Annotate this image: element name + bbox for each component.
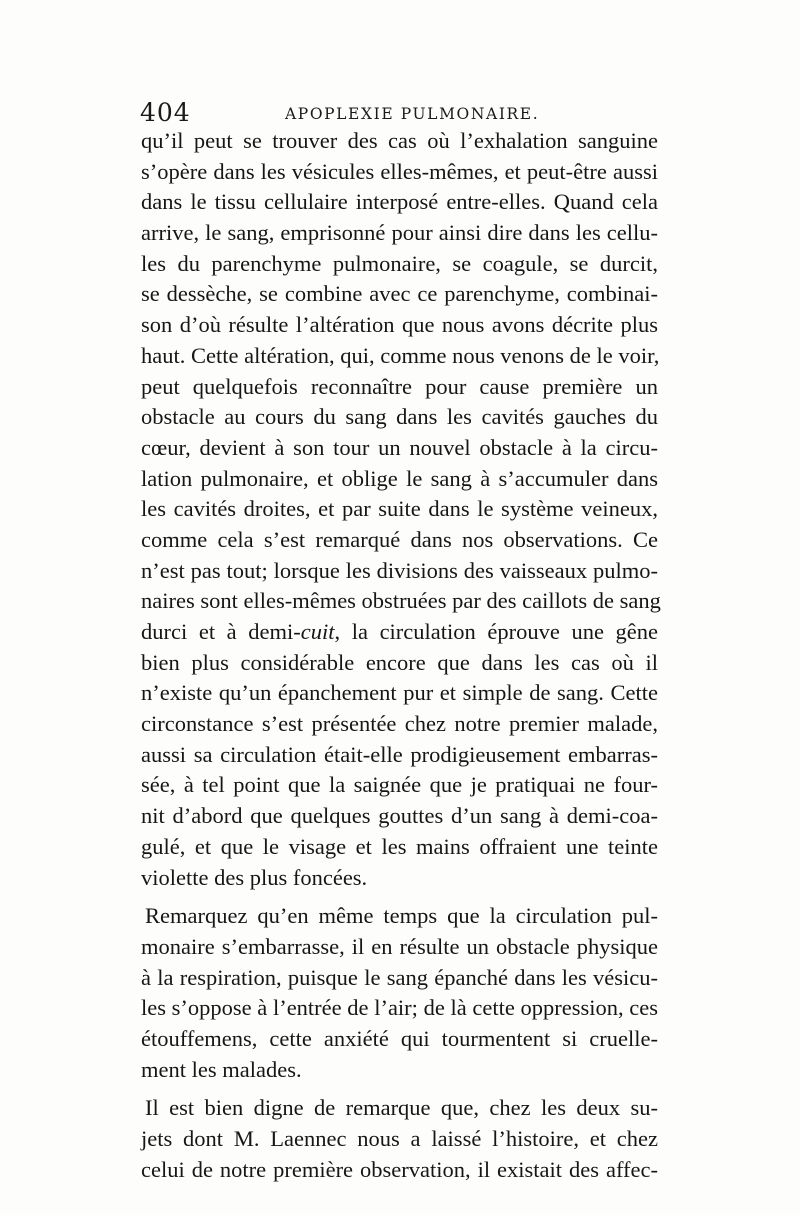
text-line: nit d’abord que quelques gouttes d’un sang à demi-coa-: [141, 803, 658, 829]
text-line: étouffemens, cette anxiété qui tourmentent si cruelle-: [141, 1025, 658, 1051]
text-line: violette des plus foncées.: [141, 864, 368, 890]
text-line: jets dont M. Laennec nous a laissé l’histoire, et chez: [141, 1126, 658, 1151]
text-line: les cavités droites, et par suite dans le système veineux,: [141, 496, 658, 522]
paragraph: [141, 901, 658, 1085]
paragraph: [141, 1093, 658, 1185]
text-line: naires sont elles-mêmes obstruées par des caillots de sang: [141, 588, 661, 614]
text-line: cœur, devient à son tour un nouvel obstacle à la circu-: [141, 434, 658, 460]
text-line: son d’où résulte l’altération que nous avons décrite plus: [141, 312, 658, 338]
text-line: celui de notre première observation, il existait des affec-: [141, 1156, 658, 1182]
text-line: n’existe qu’un épanchement pur et simple de sang. Cette: [141, 680, 658, 706]
text-line: aussi sa circulation était-elle prodigieusement embarras-: [141, 741, 658, 767]
text-line: à la respiration, puisque le sang épanché dans les vésicu-: [141, 964, 658, 990]
text-line: bien plus considérable encore que dans les cas où il: [141, 649, 658, 675]
text-line: dans le tissu cellulaire interposé entre-elles. Quand cela: [141, 189, 658, 215]
text-line: lation pulmonaire, et oblige le sang à s’accumuler dans: [141, 465, 658, 491]
italic-word: cuit: [300, 619, 335, 644]
text-line: se dessèche, se combine avec ce parenchyme, combinai-: [141, 281, 658, 307]
text-line: s’opère dans les vésicules elles-mêmes, et peut-être aussi: [141, 158, 658, 184]
text-line: n’est pas tout; lorsque les divisions des vaisseaux pulmo-: [141, 557, 658, 583]
page-number: 404: [140, 98, 191, 127]
text-line: durci et à demi-cuit, la circulation éprouve une gêne: [141, 619, 659, 644]
text-line: les s’oppose à l’entrée de l’air; de là cette oppression, ces: [141, 995, 658, 1021]
text-line: arrive, le sang, emprisonné pour ainsi dire dans les cellu-: [141, 220, 658, 246]
text-line: les du parenchyme pulmonaire, se coagule, se durcit,: [141, 250, 658, 276]
text-line: Il est bien digne de remarque que, chez les deux su-: [145, 1095, 658, 1121]
running-title: APOPLEXIE PULMONAIRE.: [285, 105, 540, 123]
text-line: peut quelquefois reconnaître pour cause première un: [141, 373, 658, 399]
text-line: comme cela s’est remarqué dans nos observations. Ce: [141, 526, 658, 552]
text-line: Remarquez qu’en même temps que la circulation pul-: [145, 903, 658, 929]
text-line: obstacle au cours du sang dans les cavités gauches du: [141, 404, 658, 430]
paragraph: [141, 126, 661, 893]
text-line: sée, à tel point que la saignée que je pratiquai ne four-: [141, 772, 658, 798]
text-line: gulé, et que le visage et les mains offraient une teinte: [141, 833, 658, 859]
text-line: monaire s’embarrasse, il en résulte un obstacle physique: [141, 933, 658, 959]
text-line: circonstance s’est présentée chez notre premier malade,: [141, 711, 658, 737]
text-line: haut. Cette altération, qui, comme nous venons de le voir,: [141, 342, 660, 368]
text-line: ment les malades.: [141, 1056, 302, 1082]
body-text: [141, 126, 661, 1185]
text-line: qu’il peut se trouver des cas où l’exhalation sanguine: [141, 128, 658, 153]
